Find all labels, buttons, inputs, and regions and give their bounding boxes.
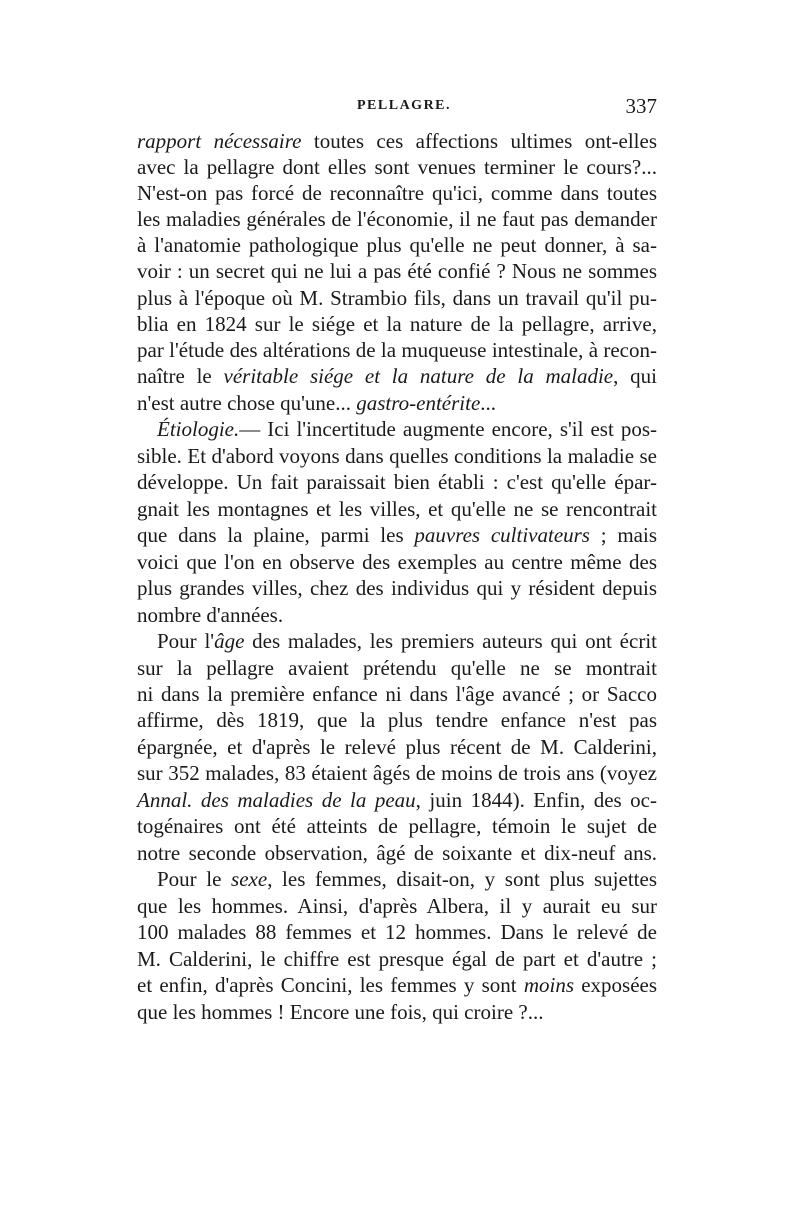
text-line: développe. Un fait paraissait bien établi : c'est qu'elle épar-	[137, 470, 657, 494]
text-line: plus à l'époque où M. Strambio fils, dans un travail qu'il pu-	[137, 286, 657, 310]
text-line: Pour l'âge des malades, les premiers auteurs qui ont écrit	[157, 629, 657, 653]
text-line: n'est autre chose qu'une... gastro-entérite...	[137, 391, 497, 415]
text-line: nombre d'années.	[137, 603, 284, 627]
text-line: par l'étude des altérations de la muqueuse intestinale, à recon-	[137, 338, 657, 362]
text-line: Étiologie.— Ici l'incertitude augmente encore, s'il est pos-	[157, 417, 657, 441]
text-line: M. Calderini, le chiffre est presque égal de part et d'autre ;	[137, 947, 657, 971]
text-line: que les hommes ! Encore une fois, qui croire ?...	[137, 1000, 544, 1024]
text-line: que les hommes. Ainsi, d'après Albera, il y aurait eu sur	[137, 894, 657, 918]
text-line: épargnée, et d'après le relevé plus récent de M. Calderini,	[137, 735, 657, 759]
text-line: et enfin, d'après Concini, les femmes y sont moins exposées	[137, 973, 658, 997]
text-line: affirme, dès 1819, que la plus tendre enfance n'est pas	[137, 708, 657, 732]
text-line: sible. Et d'abord voyons dans quelles conditions la maladie se	[137, 444, 657, 468]
text-line: togénaires ont été atteints de pellagre, témoin le sujet de	[137, 814, 657, 838]
text-line: Pour le sexe, les femmes, disait-on, y sont plus sujettes	[157, 867, 657, 891]
text-line: avec la pellagre dont elles sont venues terminer le cours?...	[137, 155, 657, 179]
text-line: à l'anatomie pathologique plus qu'elle ne peut donner, à sa-	[137, 233, 657, 257]
text-line: rapport nécessaire toutes ces affections ultimes ont-elles	[137, 129, 657, 153]
text-line: sur 352 malades, 83 étaient âgés de moins de trois ans (voyez	[137, 761, 657, 785]
text-line: gnait les montagnes et les villes, et qu'elle ne se rencontrait	[137, 497, 657, 521]
text-line: voici que l'on en observe des exemples au centre même des	[137, 550, 657, 574]
text-line: N'est-on pas forcé de reconnaître qu'ici, comme dans toutes	[137, 181, 657, 205]
text-line: sur la pellagre avaient prétendu qu'elle ne se montrait	[137, 656, 657, 680]
text-line: naître le véritable siége et la nature de la maladie, qui	[137, 364, 657, 388]
page-header	[137, 96, 657, 120]
text-line: notre seconde observation, âgé de soixante et dix-neuf ans.	[137, 841, 657, 865]
text-line: les maladies générales de l'économie, il ne faut pas demander	[137, 207, 657, 231]
text-line: que dans la plaine, parmi les pauvres cultivateurs ; mais	[137, 523, 657, 547]
page-number: 337	[625, 94, 657, 118]
running-head: PELLAGRE.	[357, 98, 452, 113]
text-line: blia en 1824 sur le siége et la nature de la pellagre, arrive,	[137, 312, 657, 336]
text-line: 100 malades 88 femmes et 12 hommes. Dans le relevé de	[137, 920, 657, 944]
text-line: Annal. des maladies de la peau, juin 1844). Enfin, des oc-	[137, 788, 657, 812]
text-line: voir : un secret qui ne lui a pas été confié ? Nous ne sommes	[137, 259, 657, 283]
text-line: ni dans la première enfance ni dans l'âge avancé ; or Sacco	[137, 682, 657, 706]
text-line: plus grandes villes, chez des individus qui y résident depuis	[137, 576, 657, 600]
